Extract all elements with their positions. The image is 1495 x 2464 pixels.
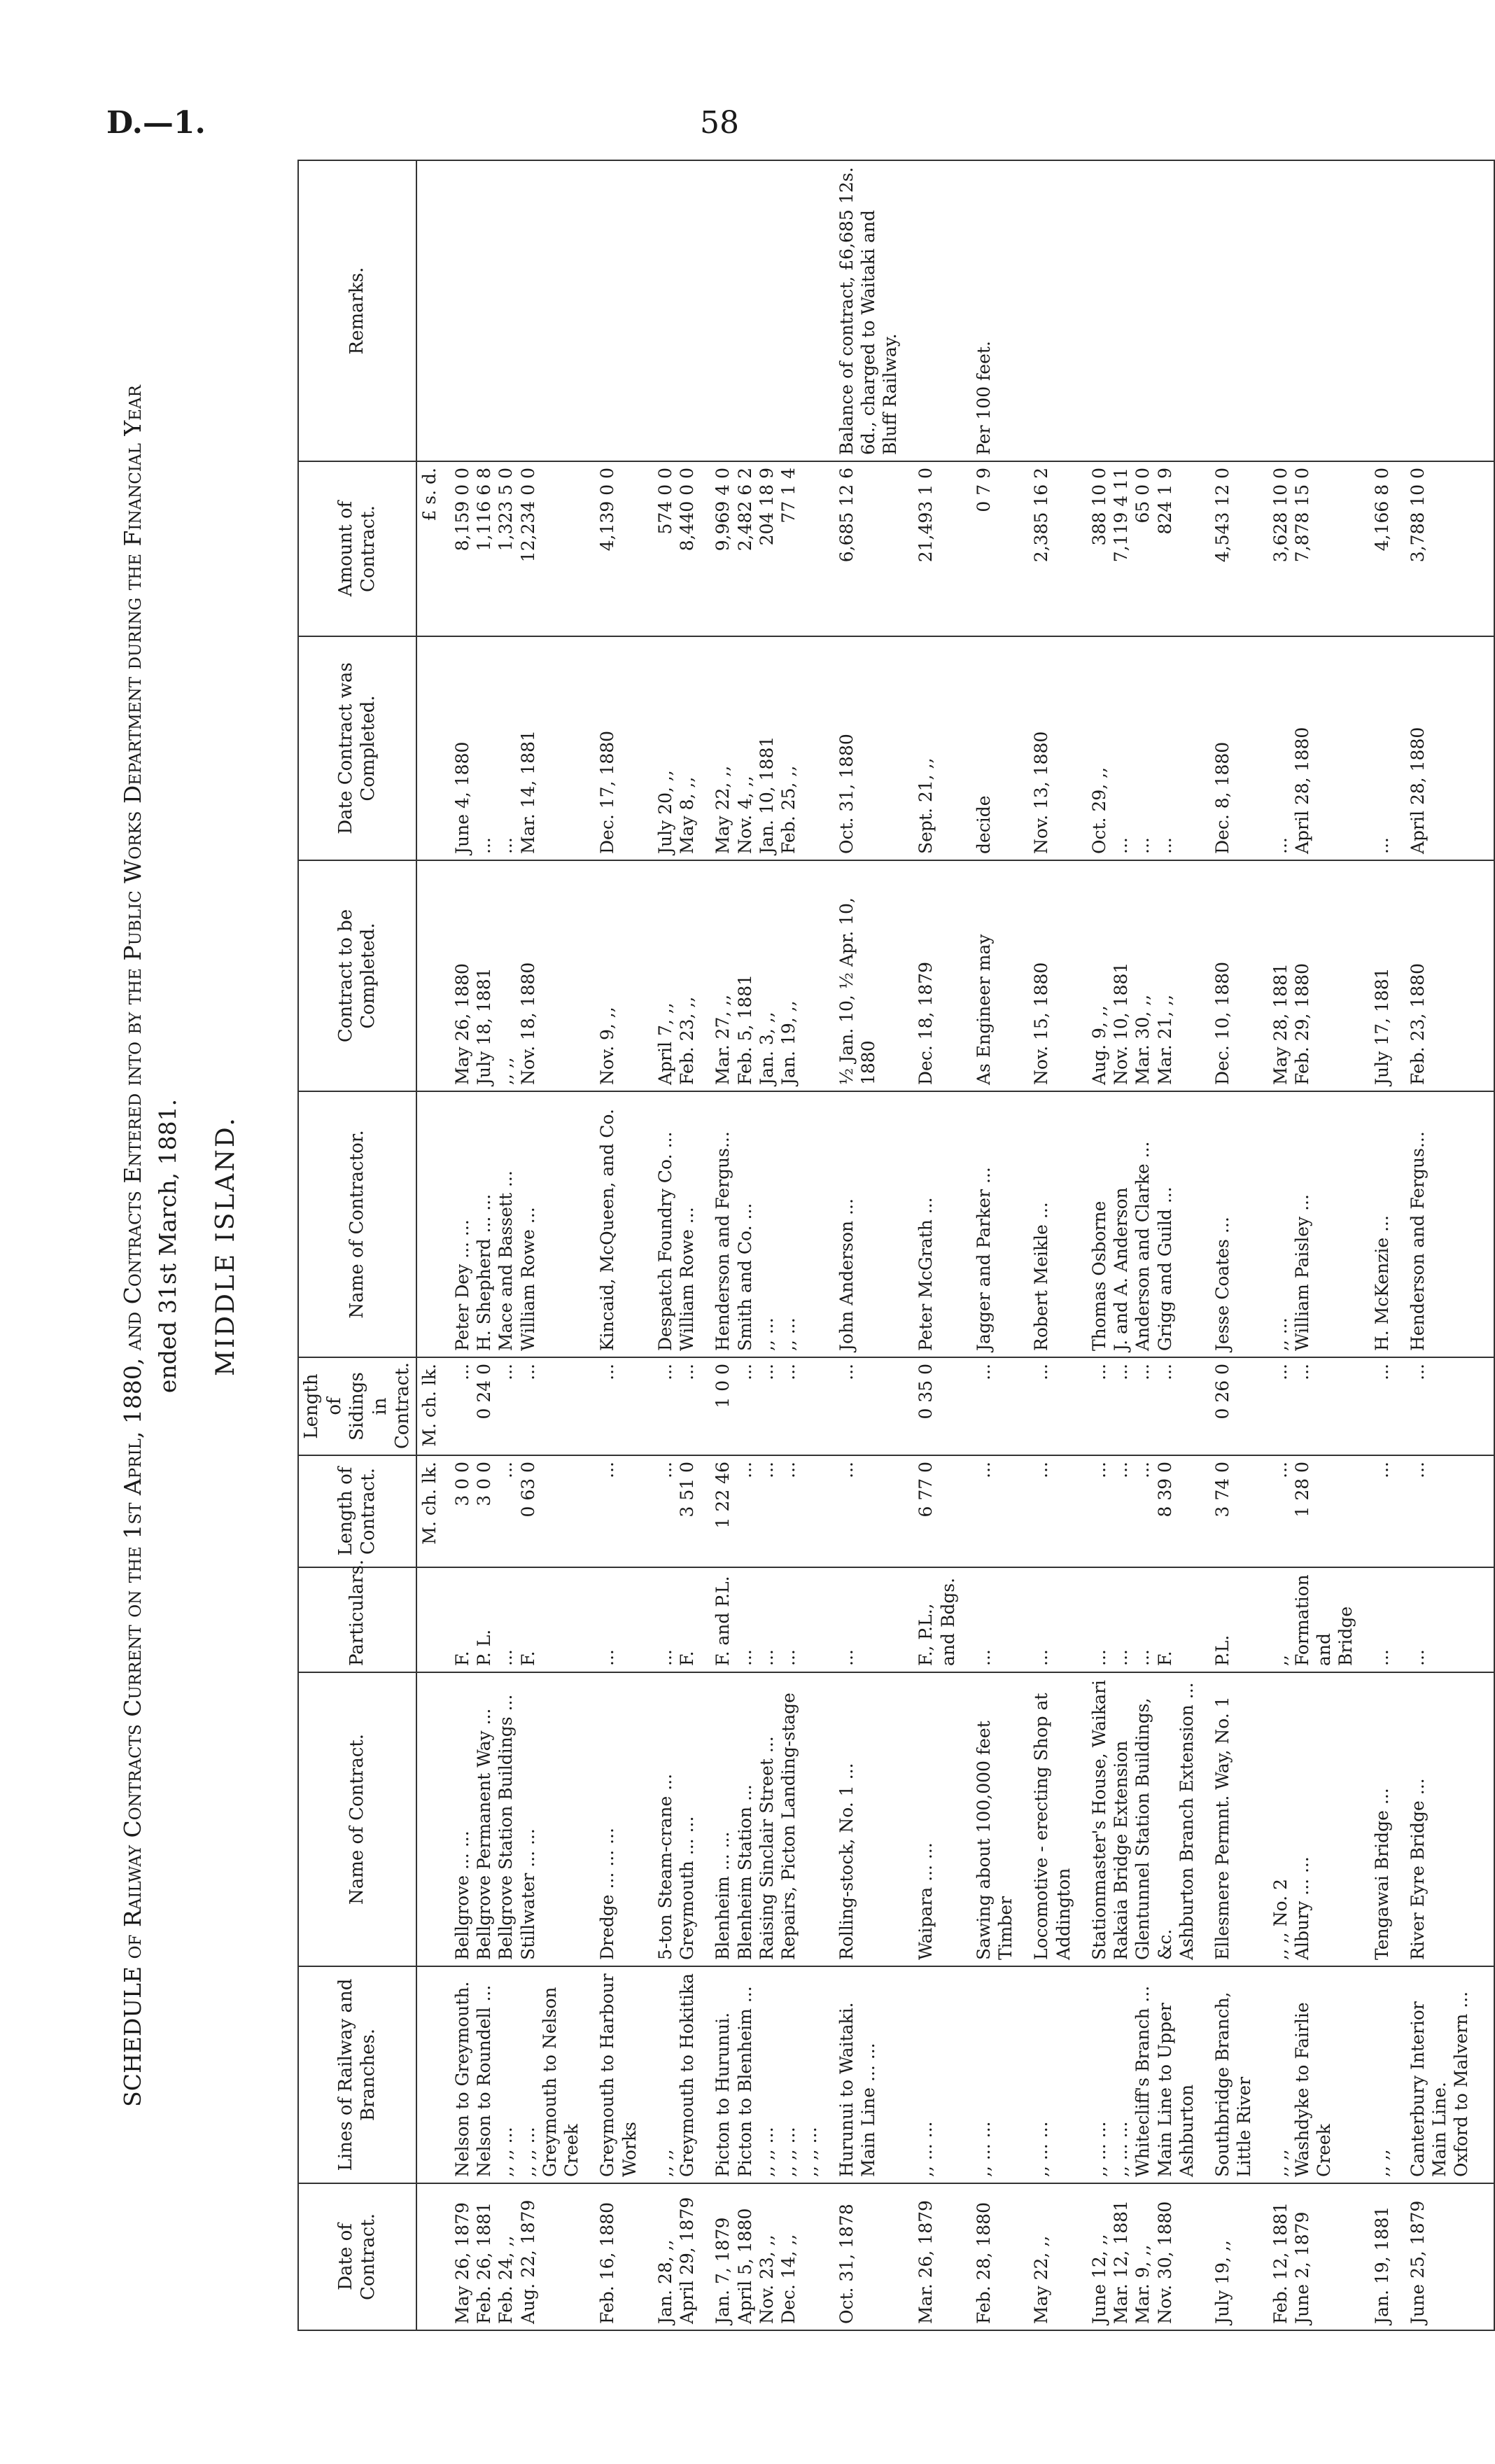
cell-remarks (905, 160, 963, 461)
cell-to-complete: Mar. 27, ,, Feb. 5, 1881 Jan. 3, ,, Jan. 19, ,, (702, 860, 825, 1091)
table-row (442, 160, 587, 2330)
cell-sidings: 0 26 0 (1202, 1357, 1260, 1455)
cell-particulars: ... (1020, 1567, 1079, 1672)
cell-particulars: F. P. L. ... F. (442, 1567, 587, 1672)
cell-contractor: Robert Meikle ... (1020, 1091, 1079, 1357)
col-header-sidings: Length of Sidings in Contract. (298, 1357, 416, 1455)
cell-contractor: Kincaid, McQueen, and Co. (587, 1091, 645, 1357)
cell-particulars: ... (1397, 1567, 1477, 1672)
title-line-2: ended 31st March, 1881. (154, 1098, 181, 1394)
cell-line: ,, ,, Greymouth to Hokitika (645, 1966, 703, 2183)
col-header-contract: Name of Contract. (298, 1672, 416, 1966)
col-header-particulars: Particulars. (298, 1567, 416, 1672)
col-header-completed: Date Contract was Completed. (298, 636, 416, 860)
cell-to-complete: Feb. 23, 1880 (1397, 860, 1477, 1091)
cell-to-complete: May 26, 1880 July 18, 1881 ,, ,, Nov. 18, 1880 (442, 860, 587, 1091)
cell-sidings: 0 35 0 (905, 1357, 963, 1455)
cell-to-complete: Nov. 15, 1880 (1020, 860, 1079, 1091)
cell-amount: 3,788 10 0 (1397, 461, 1477, 636)
cell-remarks (645, 160, 703, 461)
table-header-row (298, 160, 416, 2330)
cell-contract: Sawing about 100,000 feet Timber (963, 1672, 1021, 1966)
cell-contract: Tengawai Bridge ... (1361, 1672, 1397, 1966)
cell-length: 3 0 0 3 0 0 ... 0 63 0 (442, 1455, 587, 1567)
cell-completed: June 4, 1880 ... ... Mar. 14, 1881 (442, 636, 587, 860)
cell-to-complete: Aug. 9, ,, Nov. 10, 1881 Mar. 30, ,, Mar. 21, ,, (1079, 860, 1202, 1091)
cell-line: ,, ... ... (963, 1966, 1021, 2183)
cell-contract: 5-ton Steam-crane ... Greymouth ... ... (645, 1672, 703, 1966)
cell-to-complete: Nov. 9, ,, (587, 860, 645, 1091)
cell-contract: ,, ,, No. 2 Albury ... ... (1260, 1672, 1361, 1966)
cell-length: ... (826, 1455, 906, 1567)
units-row (416, 160, 442, 2330)
rotated-schedule (119, 161, 1472, 2331)
cell-line: ,, ,, Washdyke to Fairlie Creek (1260, 1966, 1361, 2183)
cell-sidings: ... (1020, 1357, 1079, 1455)
table-row (587, 160, 645, 2330)
table-row (826, 160, 906, 2330)
cell-contract: Bellgrove ... ... Bellgrove Permanent Way ... Bellgrove Station Buildings ... Stillwater ... ... (442, 1672, 587, 1966)
cell-contractor: Jagger and Parker ... (963, 1091, 1021, 1357)
cell-remarks: Per 100 feet. (963, 160, 1021, 461)
cell-amount: 574 0 0 8,440 0 0 (645, 461, 703, 636)
cell-line: Canterbury Interior Main Line. Oxford to Malvern ... (1397, 1966, 1477, 2183)
cell-date: May 26, 1879 Feb. 26, 1881 Feb. 24, ,, Aug. 22, 1879 (442, 2183, 587, 2330)
cell-contractor: Henderson and Fergus... (1397, 1091, 1477, 1357)
cell-completed: Nov. 13, 1880 (1020, 636, 1079, 860)
cell-length: ... 3 51 0 (645, 1455, 703, 1567)
table-row (1260, 160, 1361, 2330)
cell-length: ... (587, 1455, 645, 1567)
cell-remarks (587, 160, 645, 461)
cell-particulars: ... (963, 1567, 1021, 1672)
cell-line: ,, ... ... ,, ... ... Whitecliff's Branch ... Main Line to Upper Ashburton (1079, 1966, 1202, 2183)
cell-to-complete: ½ Jan. 10, ½ Apr. 10, 1880 (826, 860, 906, 1091)
cell-particulars: F., P.L., and Bdgs. (905, 1567, 963, 1672)
cell-amount: 4,139 0 0 (587, 461, 645, 636)
cell-date: Mar. 26, 1879 (905, 2183, 963, 2330)
cell-length: 6 77 0 (905, 1455, 963, 1567)
page-header-left: D.—1. (106, 105, 206, 141)
table-row (1202, 160, 1260, 2330)
cell-length: ... 1 28 0 (1260, 1455, 1361, 1567)
table-row (1397, 160, 1477, 2330)
cell-amount: 2,385 16 2 (1020, 461, 1079, 636)
cell-sidings: ... ... (645, 1357, 703, 1455)
cell-date: Feb. 12, 1881 June 2, 1879 (1260, 2183, 1361, 2330)
cell-amount: 9,969 4 0 2,482 6 2 204 18 9 77 1 4 (702, 461, 825, 636)
cell-contract: Ellesmere Permnt. Way, No. 1 (1202, 1672, 1260, 1966)
cell-remarks (1079, 160, 1202, 461)
cell-sidings: ... (963, 1357, 1021, 1455)
cell-contractor: Peter Dey ... ... H. Shepherd ... ... Mace and Bassett ... William Rowe ... (442, 1091, 587, 1357)
table-row (1079, 160, 1202, 2330)
cell-contractor: Peter McGrath ... (905, 1091, 963, 1357)
cell-line: ,, ,, (1361, 1966, 1397, 2183)
cell-contract: River Eyre Bridge ... (1397, 1672, 1477, 1966)
cell-completed: May 22, ,, Nov. 4, ,, Jan. 10, 1881 Feb. 25, ,, (702, 636, 825, 860)
cell-completed: ... (1361, 636, 1397, 860)
cell-amount: 8,159 0 0 1,116 6 8 1,323 5 0 12,234 0 0 (442, 461, 587, 636)
cell-length: ... (963, 1455, 1021, 1567)
cell-remarks (1260, 160, 1361, 461)
cell-date: Jan. 28, ,, April 29, 1879 (645, 2183, 703, 2330)
cell-remarks (702, 160, 825, 461)
table-bottom-spacer (1477, 160, 1494, 2330)
cell-sidings: ... (1397, 1357, 1477, 1455)
cell-completed: decide (963, 636, 1021, 860)
cell-completed: ... April 28, 1880 (1260, 636, 1361, 860)
table-row (645, 160, 703, 2330)
cell-line: Hurunui to Waitaki. Main Line ... ... (826, 1966, 906, 2183)
table-row (1020, 160, 1079, 2330)
cell-contractor: Jesse Coates ... (1202, 1091, 1260, 1357)
cell-date: Jan. 7, 1879 April 5, 1880 Nov. 23, ,, Dec. 14, ,, (702, 2183, 825, 2330)
cell-contract: Rolling-stock, No. 1 ... (826, 1672, 906, 1966)
page-number: 58 (700, 105, 739, 141)
cell-sidings: ... (587, 1357, 645, 1455)
cell-remarks (1361, 160, 1397, 461)
cell-particulars: ... (826, 1567, 906, 1672)
cell-remarks (442, 160, 587, 461)
col-header-amount: Amount of Contract. (298, 461, 416, 636)
cell-date: July 19, ,, (1202, 2183, 1260, 2330)
cell-remarks (1397, 160, 1477, 461)
units-sidings: M. ch. lk. (416, 1357, 442, 1455)
table-row (963, 160, 1021, 2330)
cell-date: Feb. 16, 1880 (587, 2183, 645, 2330)
cell-contract: Blenheim ... ... Blenheim Station ... Raising Sinclair Street ... Repairs, Picton Landing-stage (702, 1672, 825, 1966)
contracts-table (297, 160, 1495, 2331)
cell-date: Feb. 28, 1880 (963, 2183, 1021, 2330)
cell-sidings: ... ... ... ... (1079, 1357, 1202, 1455)
cell-sidings: ... 0 24 0 ... ... (442, 1357, 587, 1455)
cell-contractor: H. McKenzie ... (1361, 1091, 1397, 1357)
cell-contractor: ,, ... William Paisley ... (1260, 1091, 1361, 1357)
cell-particulars: ... (587, 1567, 645, 1672)
col-header-date: Date of Contract. (298, 2183, 416, 2330)
cell-line: Southbridge Branch, Little River (1202, 1966, 1260, 2183)
cell-amount: 21,493 1 0 (905, 461, 963, 636)
cell-completed: Dec. 8, 1880 (1202, 636, 1260, 860)
cell-contract: Stationmaster's House, Waikari Rakaia Bridge Extension Glentunnel Station Buildings, &c. Ashburton Branch Extension ... (1079, 1672, 1202, 1966)
cell-amount: 3,628 10 0 7,878 15 0 (1260, 461, 1361, 636)
cell-line: ,, ... ... (905, 1966, 963, 2183)
cell-date: Jan. 19, 1881 (1361, 2183, 1397, 2330)
cell-amount: 4,166 8 0 (1361, 461, 1397, 636)
cell-sidings: ... (1361, 1357, 1397, 1455)
cell-to-complete: May 28, 1881 Feb. 29, 1880 (1260, 860, 1361, 1091)
cell-line: Picton to Hurunui. Picton to Blenheim ... ,, ,, ... ,, ,, ... ,, ,, ... (702, 1966, 825, 2183)
col-header-contractor: Name of Contractor. (298, 1091, 416, 1357)
cell-line: ,, ... ... (1020, 1966, 1079, 2183)
cell-date: June 25, 1879 (1397, 2183, 1477, 2330)
cell-completed: April 28, 1880 (1397, 636, 1477, 860)
col-header-length: Length of Contract. (298, 1455, 416, 1567)
cell-particulars: P.L. (1202, 1567, 1260, 1672)
cell-length: ... (1361, 1455, 1397, 1567)
cell-contractor: Thomas Osborne J. and A. Anderson Anderson and Clarke ... Grigg and Guild ... (1079, 1091, 1202, 1357)
cell-line: Nelson to Greymouth. Nelson to Roundell ... ,, ,, ... ,, ,, ... Greymouth to Nelson Creek (442, 1966, 587, 2183)
cell-sidings: ... (826, 1357, 906, 1455)
cell-length: ... (1020, 1455, 1079, 1567)
col-header-to-complete: Contract to be Completed. (298, 860, 416, 1091)
cell-to-complete: As Engineer may (963, 860, 1021, 1091)
cell-remarks (1202, 160, 1260, 461)
title-line-1: SCHEDULE of Railway Contracts Current on the 1st April, 1880, and Contracts Entered into by the Public Works Department during the Financial Year (119, 385, 146, 2107)
cell-completed: Sept. 21, ,, (905, 636, 963, 860)
table-row (905, 160, 963, 2330)
cell-contractor: Henderson and Fergus... Smith and Co. ... ,, ... ,, ... (702, 1091, 825, 1357)
cell-date: June 12, ,, Mar. 12, 1881 Mar. 9, ,, Nov. 30, 1880 (1079, 2183, 1202, 2330)
cell-particulars: ... ... ... F. (1079, 1567, 1202, 1672)
cell-particulars: ,, Formation and Bridge (1260, 1567, 1361, 1672)
cell-completed: Oct. 29, ,, ... ... ... (1079, 636, 1202, 860)
cell-contractor: John Anderson ... (826, 1091, 906, 1357)
cell-contractor: Despatch Foundry Co. ... William Rowe ... (645, 1091, 703, 1357)
cell-amount: 4,543 12 0 (1202, 461, 1260, 636)
col-header-line: Lines of Railway and Branches. (298, 1966, 416, 2183)
cell-to-complete: Dec. 10, 1880 (1202, 860, 1260, 1091)
units-amount: £ s. d. (416, 461, 442, 636)
cell-contract: Dredge ... ... ... (587, 1672, 645, 1966)
cell-remarks: Balance of contract, £6,685 12s. 6d., charged to Waitaki and Bluff Railway. (826, 160, 906, 461)
cell-contract: Waipara ... ... (905, 1672, 963, 1966)
cell-sidings: ... ... (1260, 1357, 1361, 1455)
cell-remarks (1020, 160, 1079, 461)
cell-particulars: ... (1361, 1567, 1397, 1672)
cell-completed: Oct. 31, 1880 (826, 636, 906, 860)
cell-contract: Locomotive - erecting Shop at Addington (1020, 1672, 1079, 1966)
cell-particulars: F. and P.L. ... ... ... (702, 1567, 825, 1672)
col-header-remarks: Remarks. (298, 160, 416, 461)
cell-completed: July 20, ,, May 8, ,, (645, 636, 703, 860)
cell-to-complete: April 7, ,, Feb. 23, ,, (645, 860, 703, 1091)
cell-length: 1 22 46 ... ... ... (702, 1455, 825, 1567)
table-row (1361, 160, 1397, 2330)
cell-amount: 388 10 0 7,119 4 11 65 0 0 824 1 9 (1079, 461, 1202, 636)
cell-to-complete: July 17, 1881 (1361, 860, 1397, 1091)
units-length: M. ch. lk. (416, 1455, 442, 1567)
cell-length: ... (1397, 1455, 1477, 1567)
region-heading: MIDDLE ISLAND. (211, 1116, 240, 1376)
cell-amount: 6,685 12 6 (826, 461, 906, 636)
cell-completed: Dec. 17, 1880 (587, 636, 645, 860)
cell-date: May 22, ,, (1020, 2183, 1079, 2330)
cell-to-complete: Dec. 18, 1879 (905, 860, 963, 1091)
cell-sidings: 1 0 0 ... ... ... (702, 1357, 825, 1455)
cell-length: ... ... ... 8 39 0 (1079, 1455, 1202, 1567)
cell-length: 3 74 0 (1202, 1455, 1260, 1567)
cell-particulars: ... F. (645, 1567, 703, 1672)
cell-date: Oct. 31, 1878 (826, 2183, 906, 2330)
cell-line: Greymouth to Harbour Works (587, 1966, 645, 2183)
cell-amount: 0 7 9 (963, 461, 1021, 636)
table-row (702, 160, 825, 2330)
